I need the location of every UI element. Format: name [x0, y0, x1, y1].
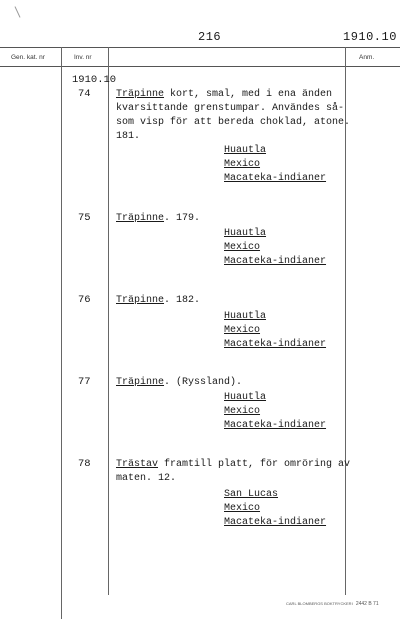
location-people: Macateka-indianer: [224, 517, 327, 528]
column-header-inv: Inv. nr: [74, 54, 92, 61]
inventory-number: 78: [78, 458, 91, 470]
object-name: Träpinne: [116, 377, 165, 388]
header-bottom-rule: [0, 66, 400, 67]
location-people: Macateka-indianer: [224, 173, 327, 184]
column-header-anm: Anm.: [359, 54, 375, 61]
entry-description: [116, 458, 350, 473]
object-name: Träpinne: [116, 295, 165, 306]
location-country: Mexico: [224, 503, 261, 514]
location-people: Macateka-indianer: [224, 256, 327, 267]
inventory-number: 74: [78, 88, 91, 100]
description-text: . 179.: [164, 213, 201, 224]
object-name: Träpinne: [116, 89, 165, 100]
location-country: Mexico: [224, 406, 261, 417]
location-place: Huautla: [224, 311, 267, 322]
column-header-gen-kat: Gen. kat. nr: [11, 54, 45, 61]
description-line: 181.: [116, 131, 141, 142]
print-info: [286, 601, 379, 607]
printer-name: CARL BLOMBERGS BOKTRYCKERI: [286, 601, 353, 606]
entry-description: [116, 212, 200, 227]
column-divider-1: [61, 47, 62, 619]
location-country: Mexico: [224, 325, 261, 336]
location-place: Huautla: [224, 392, 267, 403]
header-top-rule: [0, 47, 400, 48]
inventory-number: 75: [78, 212, 91, 224]
description-text: . (Ryssland).: [164, 377, 243, 388]
form-code: 2442 B 71: [355, 601, 379, 607]
description-line: som visp för att bereda choklad, atone.: [116, 117, 351, 128]
location-place: San Lucas: [224, 489, 279, 500]
entry-description: [116, 88, 332, 103]
description-line: maten. 12.: [116, 473, 177, 484]
column-divider-2: [108, 47, 109, 595]
object-name: Träpinne: [116, 213, 165, 224]
location-place: Huautla: [224, 228, 267, 239]
inventory-number: 77: [78, 376, 91, 388]
location-people: Macateka-indianer: [224, 339, 327, 350]
object-name: Trästav: [116, 459, 159, 470]
description-line: kvarsittande grenstumpar. Användes så-: [116, 103, 345, 114]
entry-description: [116, 294, 200, 309]
location-country: Mexico: [224, 242, 261, 253]
description-text: . 182.: [164, 295, 201, 306]
location-place: Huautla: [224, 145, 267, 156]
description-text: framtill platt, för omröring av: [158, 459, 351, 470]
scan-mark: [15, 6, 21, 17]
page-number: 216: [198, 30, 222, 44]
entry-description: [116, 376, 242, 391]
series-label: 1910.10: [72, 74, 117, 86]
location-country: Mexico: [224, 159, 261, 170]
description-text: kort, smal, med i ena änden: [164, 89, 333, 100]
location-people: Macateka-indianer: [224, 420, 327, 431]
inventory-number: 76: [78, 294, 91, 306]
date-code: 1910.10: [343, 30, 397, 44]
